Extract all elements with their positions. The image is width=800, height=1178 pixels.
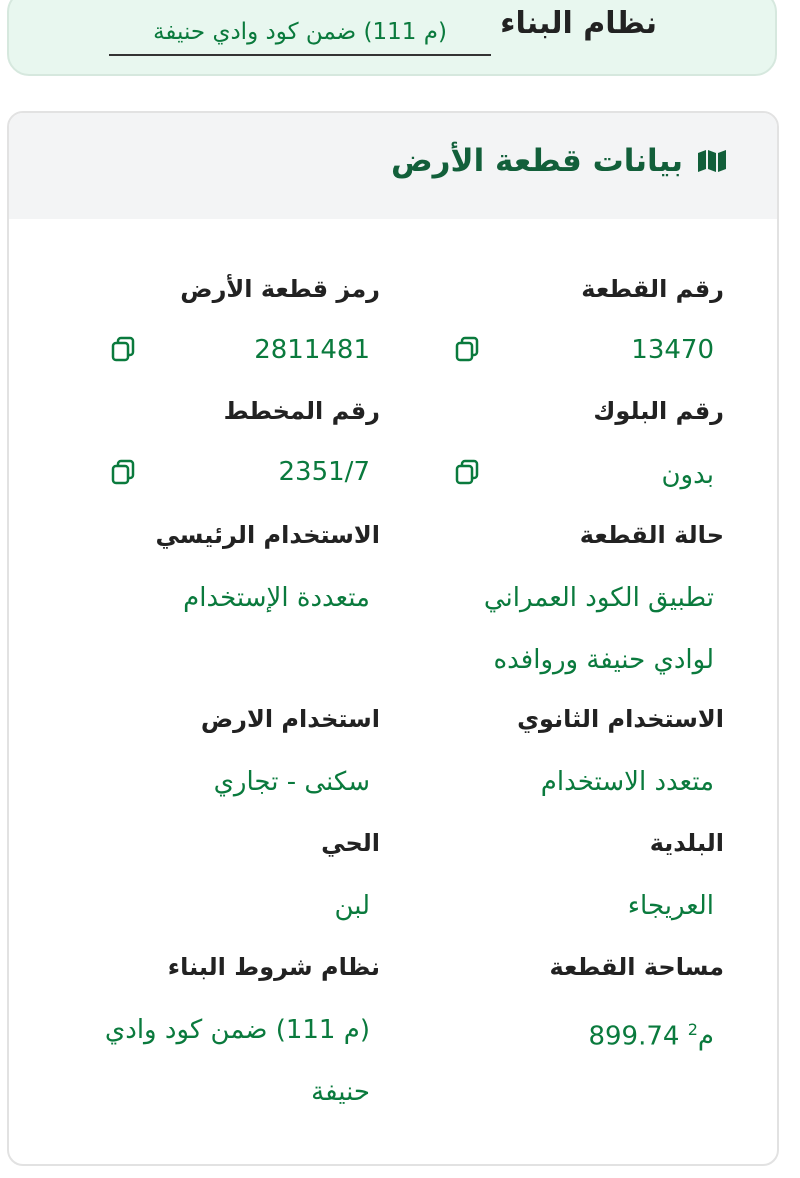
plot-card-title-wrap xyxy=(391,143,727,179)
plot-card-title: بيانات قطعة الأرض xyxy=(390,143,683,179)
plot-area-number: 899.74 م xyxy=(588,1021,714,1052)
plot-area-label: مساحة القطعة xyxy=(549,953,724,981)
building-system-value: (م 111) ضمن كود وادي حنيفة xyxy=(153,19,447,45)
land-use-value: سكنى - تجاري xyxy=(213,767,370,797)
map-icon xyxy=(697,149,727,173)
land-code-value: 2811481 xyxy=(254,335,370,365)
plot-number-label: رقم القطعة xyxy=(581,275,724,303)
copy-plot-number-icon[interactable] xyxy=(454,335,482,363)
building-conditions-value-line1: (م 111) ضمن كود وادي xyxy=(104,1015,370,1045)
main-use-value: متعددة الإستخدام xyxy=(183,583,370,613)
plan-number-value: 2351/7 xyxy=(278,457,370,487)
building-conditions-label: نظام شروط البناء xyxy=(167,953,380,981)
plot-status-value-line1: تطبيق الكود العمراني xyxy=(483,583,714,613)
land-code-label: رمز قطعة الأرض xyxy=(180,275,380,303)
building-system-label: نظام البناء xyxy=(500,6,657,41)
block-number-value: بدون xyxy=(661,460,714,490)
building-system-card xyxy=(7,0,777,76)
plot-number-value: 13470 xyxy=(631,335,714,365)
district-label: الحي xyxy=(321,829,380,857)
secondary-use-label: الاستخدام الثانوي xyxy=(517,705,724,733)
plot-status-label: حالة القطعة xyxy=(579,521,724,549)
plot-card-header xyxy=(9,113,777,219)
municipality-value: العريجاء xyxy=(627,891,714,921)
copy-plan-number-icon[interactable] xyxy=(110,458,138,486)
block-number-label: رقم البلوك xyxy=(593,397,724,425)
copy-land-code-icon[interactable] xyxy=(110,335,138,363)
plot-status-value-line2: لوادي حنيفة وروافده xyxy=(493,645,714,675)
building-conditions-value-line2: حنيفة xyxy=(311,1077,370,1107)
main-use-label: الاستخدام الرئيسي xyxy=(155,521,380,549)
building-system-field[interactable] xyxy=(109,6,491,56)
copy-block-number-icon[interactable] xyxy=(454,458,482,486)
municipality-label: البلدية xyxy=(649,829,724,857)
land-use-label: استخدام الارض xyxy=(200,705,380,733)
plot-area-unit-exponent: 2 xyxy=(687,1020,698,1039)
secondary-use-value: متعدد الاستخدام xyxy=(540,767,714,797)
plan-number-label: رقم المخطط xyxy=(223,397,380,425)
district-value: لبن xyxy=(334,891,370,921)
plot-area-value xyxy=(588,999,714,1068)
